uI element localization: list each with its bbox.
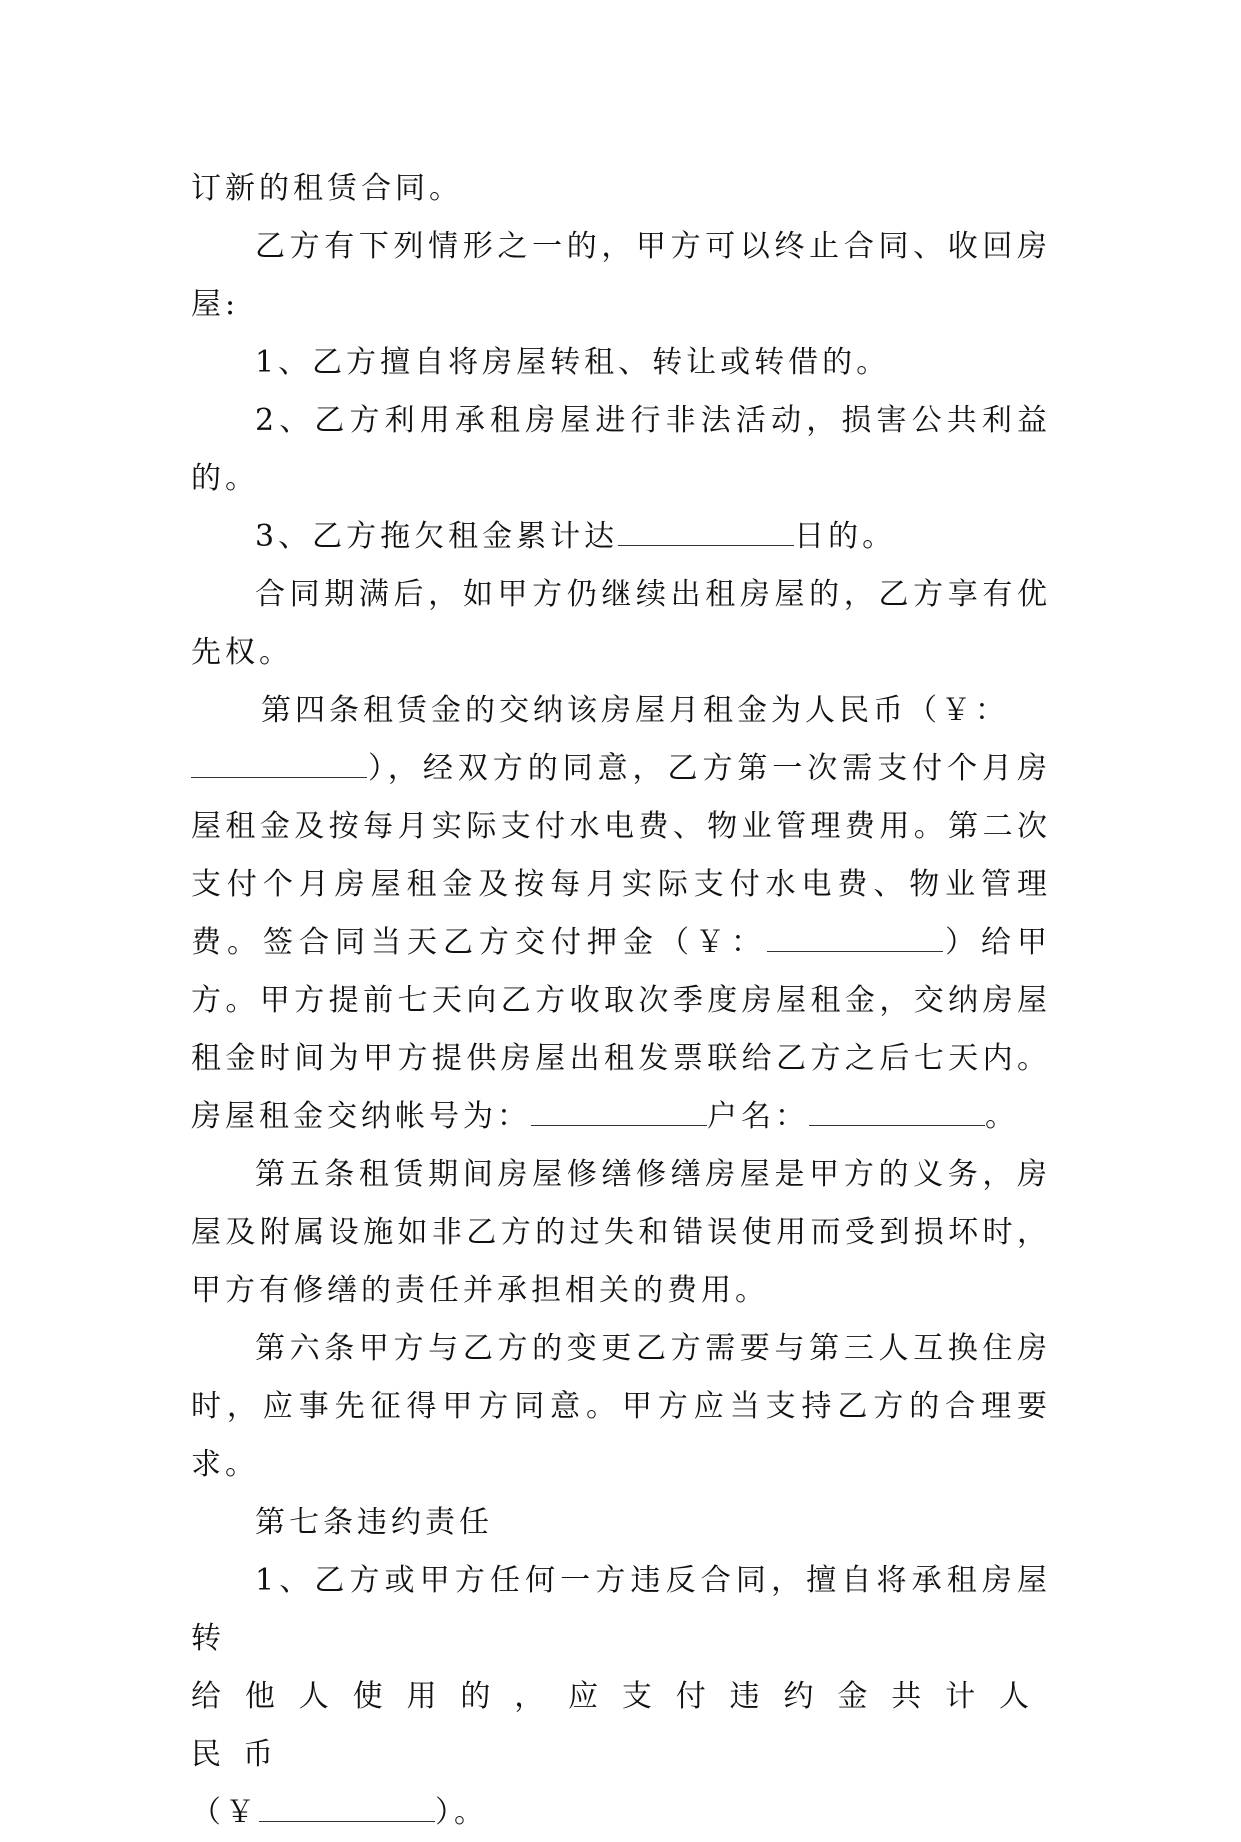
blank-deposit-field[interactable]	[767, 925, 943, 952]
paragraph-renewal: 订新的租赁合同。	[191, 171, 463, 206]
blank-account-number-field[interactable]	[531, 1099, 707, 1126]
paragraph-termination-conditions: 乙方有下列情形之一的，甲方可以终止合同、收回房屋:	[191, 229, 1051, 322]
paragraph-priority-right: 合同期满后，如甲方仍继续出租房屋的，乙方享有优先权。	[191, 577, 1051, 670]
list-item-rent-arrears: 3、乙方拖欠租金累计达 日的。	[255, 519, 897, 554]
paragraph-article-six: 第六条甲方与乙方的变更乙方需要与第三人互换住房时，应事先征得甲方同意。甲方应当支持乙方的合理要求。	[191, 1331, 1051, 1482]
contract-body	[191, 160, 1051, 1842]
blank-monthly-rent-field[interactable]	[191, 751, 367, 778]
heading-article-seven: 第七条违约责任	[255, 1505, 493, 1540]
list-item-breach: 1、乙方或甲方任何一方违反合同，擅自将承租房屋转	[191, 1563, 1051, 1656]
list-item-breach-line3: （￥ ）。	[191, 1795, 488, 1830]
paragraph-article-five: 第五条租赁期间房屋修缮修缮房屋是甲方的义务，房屋及附属设施如非乙方的过失和错误使用而受到损坏时，甲方有修缮的责任并承担相关的费用。	[191, 1157, 1051, 1308]
list-item-illegal-activity: 2、乙方利用承租房屋进行非法活动，损害公共利益的。	[191, 403, 1051, 496]
list-item-breach-line2: 给他人使用的，应支付违约金共计人民币	[191, 1679, 1051, 1772]
paragraph-article-four: 第四条租赁金的交纳该房屋月租金为人民币（￥： ），经双方的同意，乙方第一次需支付个月房屋租金及按每月实际支付水电费、物业管理费用。第二次支付个月房屋租金及按每月实际支付水电费、物业管理费。签合同当天乙方交付押金（￥： ）给甲方。甲方提前七天向乙方收取次季度房屋租金，交纳房屋租金时间为甲方提供房屋出租发票联给乙方之后七天内。房屋租金交纳帐号为： 户名： 。	[191, 693, 1051, 1134]
blank-penalty-field[interactable]	[259, 1795, 435, 1822]
blank-days-field[interactable]	[618, 519, 794, 546]
list-item-sublet: 1、乙方擅自将房屋转租、转让或转借的。	[255, 345, 891, 380]
blank-account-name-field[interactable]	[809, 1099, 985, 1126]
